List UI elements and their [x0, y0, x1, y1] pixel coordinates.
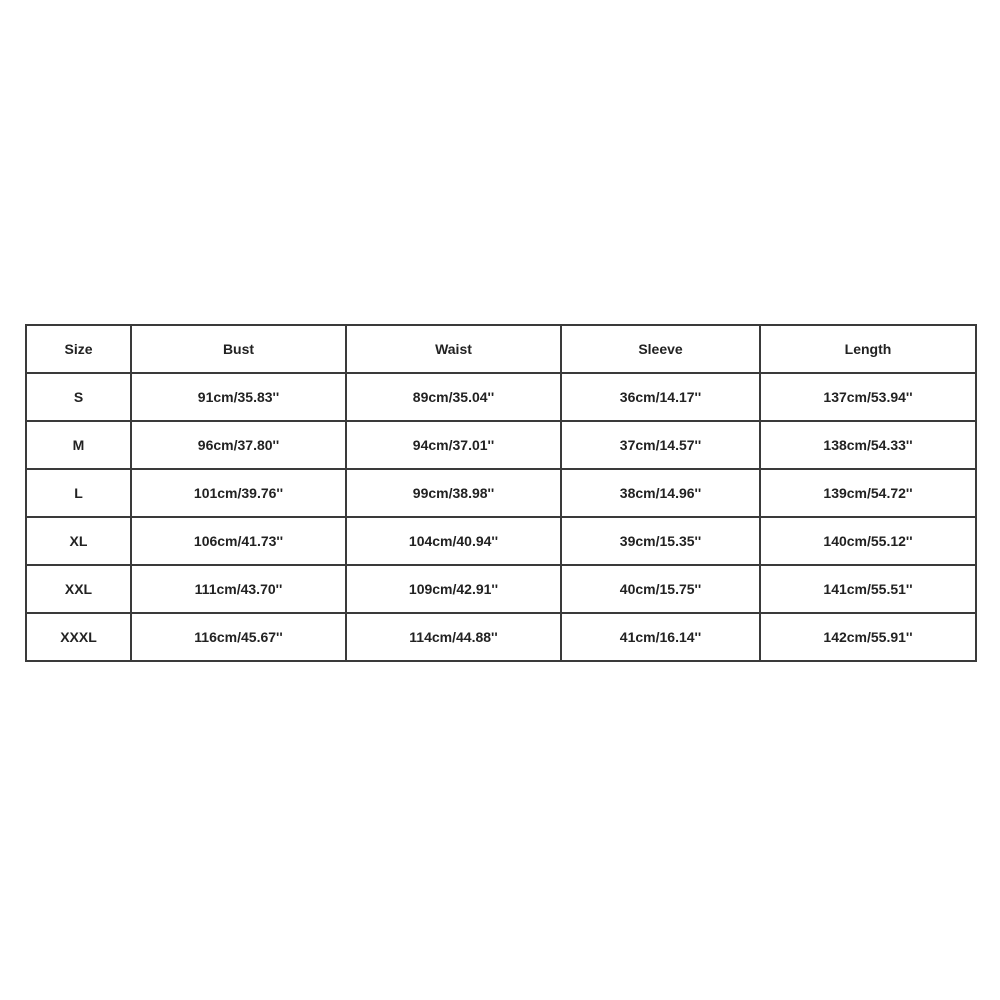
cell-waist: 94cm/37.01'': [346, 421, 561, 469]
table-row: [26, 565, 976, 613]
cell-waist: 99cm/38.98'': [346, 469, 561, 517]
table-row: [26, 517, 976, 565]
cell-bust: 116cm/45.67'': [131, 613, 346, 661]
cell-sleeve: 39cm/15.35'': [561, 517, 760, 565]
header-bust: Bust: [131, 325, 346, 373]
header-waist: Waist: [346, 325, 561, 373]
table-row: [26, 613, 976, 661]
table-row: [26, 421, 976, 469]
cell-sleeve: 40cm/15.75'': [561, 565, 760, 613]
table-row: [26, 373, 976, 421]
cell-size: XXL: [26, 565, 131, 613]
cell-bust: 91cm/35.83'': [131, 373, 346, 421]
cell-bust: 96cm/37.80'': [131, 421, 346, 469]
cell-size: XXXL: [26, 613, 131, 661]
cell-waist: 104cm/40.94'': [346, 517, 561, 565]
cell-waist: 89cm/35.04'': [346, 373, 561, 421]
header-size: Size: [26, 325, 131, 373]
cell-length: 139cm/54.72'': [760, 469, 976, 517]
cell-length: 141cm/55.51'': [760, 565, 976, 613]
table-row: [26, 469, 976, 517]
cell-bust: 111cm/43.70'': [131, 565, 346, 613]
cell-length: 137cm/53.94'': [760, 373, 976, 421]
cell-waist: 109cm/42.91'': [346, 565, 561, 613]
cell-size: M: [26, 421, 131, 469]
cell-length: 138cm/54.33'': [760, 421, 976, 469]
cell-sleeve: 36cm/14.17'': [561, 373, 760, 421]
cell-size: XL: [26, 517, 131, 565]
cell-size: L: [26, 469, 131, 517]
cell-bust: 106cm/41.73'': [131, 517, 346, 565]
cell-size: S: [26, 373, 131, 421]
cell-length: 142cm/55.91'': [760, 613, 976, 661]
cell-sleeve: 41cm/16.14'': [561, 613, 760, 661]
header-length: Length: [760, 325, 976, 373]
cell-length: 140cm/55.12'': [760, 517, 976, 565]
cell-waist: 114cm/44.88'': [346, 613, 561, 661]
cell-sleeve: 37cm/14.57'': [561, 421, 760, 469]
cell-sleeve: 38cm/14.96'': [561, 469, 760, 517]
size-chart-table: [25, 324, 977, 662]
header-row: [26, 325, 976, 373]
cell-bust: 101cm/39.76'': [131, 469, 346, 517]
header-sleeve: Sleeve: [561, 325, 760, 373]
